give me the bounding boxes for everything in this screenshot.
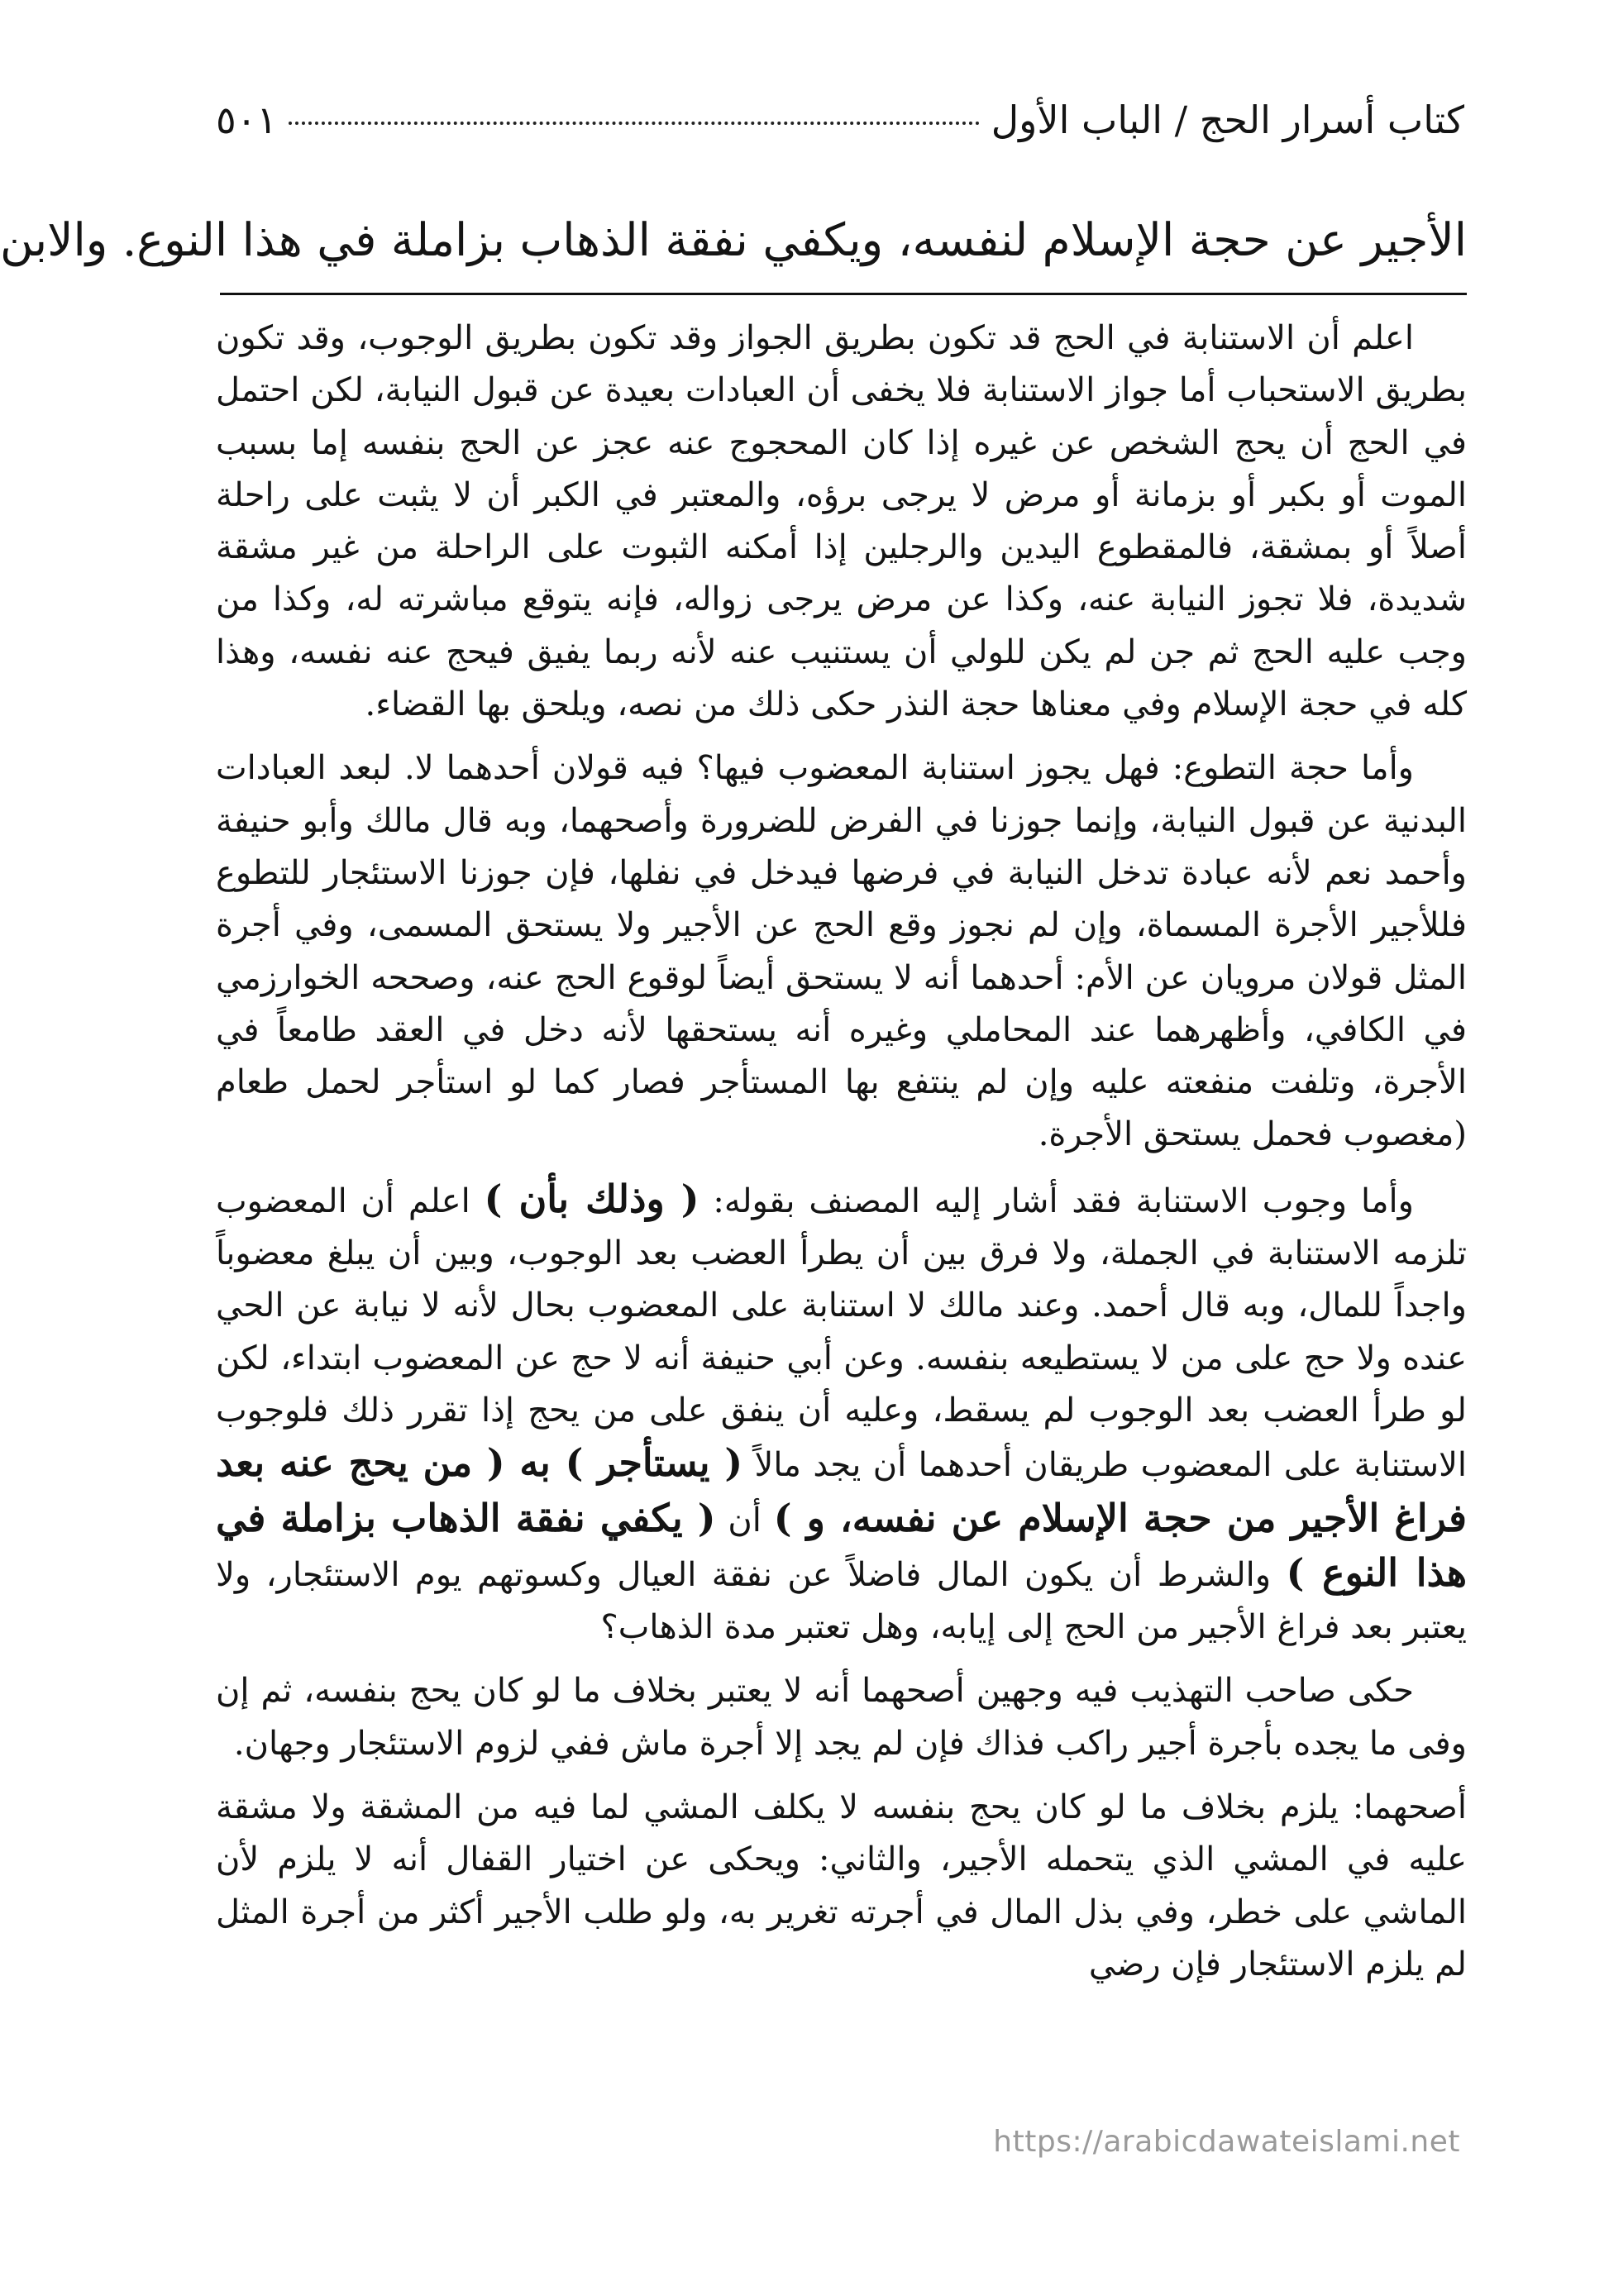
book-title: كتاب أسرار الحج / الباب الأول bbox=[991, 98, 1464, 142]
paragraph-3-text-b: اعلم أن المعضوب تلزمه الاستنابة في الجملة، ولا فرق بين أن يطرأ العضب بعد الوجوب، وبين أن يبلغ معضوباً واجداً للمال، وبه قال أحمد. وعند مالك لا استنابة على المعضوب بحال لأنه لا نيابة عن الحي عنده ولا حج على من لا يستطيعه بنفسه. وعن أبي حنيفة أنه لا حج عن المعضوب ابتداء، لكن لو طرأ العضب بعد الوجوب لم يسقط، وعليه أن ينفق على من يحج إذا تقرر ذلك فلوجوب الاستنابة على المعضوب طريقان أحدهما أن يجد مالاً bbox=[216, 1181, 1467, 1485]
running-header bbox=[216, 98, 1464, 155]
commentary-body bbox=[216, 313, 1467, 2002]
matn-sharh-divider bbox=[220, 293, 1467, 295]
paragraph-3-text-d: والشرط أن يكون المال فاضلاً عن نفقة العيال وكسوتهم يوم الاستئجار، ولا يعتبر بعد فراغ الأجير من الحج إلى إيابه، وهل تعتبر مدة الذهاب؟ bbox=[216, 1555, 1467, 1647]
commentary-paragraph-1: اعلم أن الاستنابة في الحج قد تكون بطريق الجواز وقد تكون بطريق الوجوب، وقد تكون بطريق الاستحباب أما جواز الاستنابة فلا يخفى أن العبادات بعيدة عن قبول النيابة، لكن احتمل في الحج أن يحج الشخص عن غيره إذا كان المحجوج عنه عجز عن الحج بنفسه إما بسبب الموت أو بكبر أو بزمانة أو مرض لا يرجى برؤه، والمعتبر في الكبر أن لا يثبت على راحلة أصلاً أو بمشقة، فالمقطوع اليدين والرجلين إذا أمكنه الثبوت على الراحلة من غير مشقة شديدة، فلا تجوز النيابة عنه، وكذا عن مرض يرجى زواله، فإنه يتوقع مباشرته له، وكذا من وجب عليه الحج ثم جن لم يكن للولي أن يستنيب عنه لأنه ربما يفيق فيحج عنه نفسه، وهذا كله في حجة الإسلام وفي معناها حجة النذر حكى ذلك من نصه، ويلحق بها القضاء. bbox=[216, 319, 1467, 724]
quoted-matn-3: ( يكفي نفقة الذهاب بزاملة في هذا النوع ) bbox=[216, 1495, 1467, 1595]
dot-leader bbox=[289, 122, 980, 125]
paragraph-3-text-a: وأما وجوب الاستنابة فقد أشار إليه المصنف بقوله: bbox=[699, 1181, 1414, 1220]
matn-text-line: الأجير عن حجة الإسلام لنفسه، ويكفي نفقة الذهاب بزاملة في هذا النوع. والابن bbox=[0, 213, 1467, 266]
quoted-matn-1: ( وذلك بأن ) bbox=[484, 1176, 699, 1221]
paragraph-3-text-c: أن bbox=[715, 1501, 774, 1539]
quoted-matn-2: ( يستأجر ) به ( من يحج عنه بعد فراغ الأجير من حجة الإسلام عن نفسه، و ) bbox=[216, 1440, 1467, 1540]
page-number: ٥٠١ bbox=[216, 98, 278, 142]
commentary-paragraph-3 bbox=[216, 1173, 1467, 1654]
commentary-paragraph-2: وأما حجة التطوع: فهل يجوز استنابة المعضوب فيها؟ فيه قولان أحدهما لا. لبعد العبادات البدنية عن قبول النيابة، وإنما جوزنا في الفرض للضرورة وأصحهما، وبه قال مالك وأبو حنيفة وأحمد نعم لأنه عبادة تدخل النيابة في فرضها فيدخل في نفلها، فإن جوزنا الاستئجار للتطوع فللأجير الأجرة المسماة، وإن لم نجوز وقع الحج عن الأجير ولا يستحق المسمى، وفي أجرة المثل قولان مرويان عن الأم: أحدهما أنه لا يستحق أيضاً لوقوع الحج عنه، وصححه الخوارزمي في الكافي، وأظهرهما عند المحاملي وغيره أنه يستحقها لأنه دخل في العقد طامعاً في الأجرة، وتلفت منفعته عليه وإن لم ينتفع بها المستأجر فصار كما لو استأجر لحمل طعام (مغصوب فحمل يستحق الأجرة. bbox=[216, 749, 1467, 1154]
commentary-paragraph-5: أصحهما: يلزم بخلاف ما لو كان يحج بنفسه لا يكلف المشي لما فيه من المشقة ولا مشقة عليه في المشي الذي يتحمله الأجير، والثاني: ويحكى عن اختيار القفال أنه لا يلزم لأن الماشي على خطر، وفي بذل المال في أجرته تغرير به، ولو طلب الأجير أكثر من أجرة المثل لم يلزم الاستئجار فإن رضي bbox=[216, 1788, 1467, 1983]
commentary-paragraph-4: حكى صاحب التهذيب فيه وجهين أصحهما أنه لا يعتبر بخلاف ما لو كان يحج بنفسه، ثم إن وفى ما يجده بأجرة أجير راكب فذاك فإن لم يجد إلا أجرة ماش ففي لزوم الاستئجار وجهان. bbox=[216, 1672, 1467, 1763]
watermark-url: https://arabicdawateislami.net bbox=[993, 2125, 1460, 2159]
